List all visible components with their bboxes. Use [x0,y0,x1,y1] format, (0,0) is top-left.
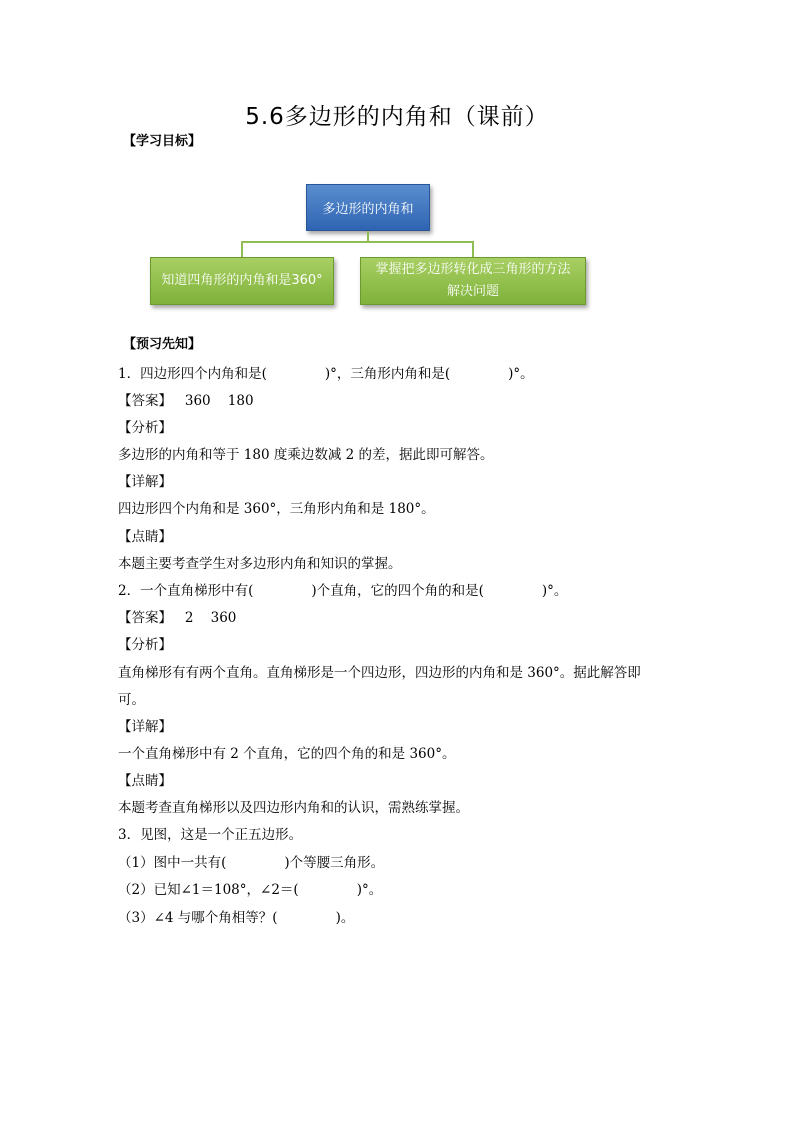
q2-comment: 本题考查直角梯形以及四边形内角和的认识，需熟练掌握。 [118,800,469,816]
q3-p3-a: （3）∠4 与哪个角相等？( [118,910,278,926]
q2-analysis-2: 可。 [118,692,145,708]
q3-stem: 3．见图，这是一个正五边形。 [118,827,303,843]
q2-analysis-tag: 【分析】 [118,637,172,653]
q1-stem-c: )°。 [508,366,534,382]
q1-answer: 360 180 [184,393,254,409]
q3-p2-b: )°。 [356,882,383,898]
q1-stem-b: )°，三角形内角和是( [324,366,451,382]
q1-stem [118,362,534,382]
q3-p1-b: )个等腰三角形。 [284,855,385,871]
preview-heading: 【预习先知】 [123,337,202,352]
diagram-right-line1: 掌握把多边形转化成三角形的方法 [375,262,571,277]
q3-p1-a: （1）图中一共有( [118,855,227,871]
diagram-right-box [360,257,586,305]
q1-analysis: 多边形的内角和等于 180 度乘边数减 2 的差，据此即可解答。 [118,447,494,463]
q3-part-1 [118,851,384,871]
diagram-connector-bar [241,241,474,243]
q1-analysis-tag: 【分析】 [118,420,172,436]
q2-stem-c: )°。 [541,583,568,599]
q2-stem [118,579,567,599]
diagram-connector-right [472,241,474,257]
q2-answer-tag: 【答案】 [118,610,172,626]
q1-stem-a: 1．四边形四个内角和是( [118,366,267,382]
q2-stem-a: 2．一个直角梯形中有( [118,583,254,599]
q1-comment: 本题主要考查学生对多边形内角和知识的掌握。 [118,556,402,572]
q3-p3-b: )。 [335,910,355,926]
diagram-connector-left [241,241,243,257]
q1-answer-tag: 【答案】 [118,393,172,409]
q3-p2-a: （2）已知∠1＝108°，∠2＝( [118,882,299,898]
q2-answer-line [118,606,236,626]
q1-detail-tag: 【详解】 [118,474,172,490]
q2-detail-tag: 【详解】 [118,719,172,735]
q2-stem-b: )个直角，它的四个角的和是( [311,583,484,599]
q2-comment-tag: 【点睛】 [118,773,172,789]
q2-answer: 2 360 [184,610,237,626]
diagram-right-line2: 解决问题 [446,284,499,299]
q1-detail: 四边形四个内角和是 360°，三角形内角和是 180°。 [118,501,435,517]
q3-part-3 [118,906,354,926]
objectives-heading: 【学习目标】 [123,134,202,149]
q3-part-2 [118,878,382,898]
diagram-left-box: 知道四角形的内角和是360° [150,257,334,305]
diagram-root-box: 多边形的内角和 [306,184,430,231]
page-title: 5.6多边形的内角和（课前） [245,104,549,130]
q2-analysis-1: 直角梯形有有两个直角。直角梯形是一个四边形，四边形的内角和是 360°。据此解答即 [118,665,641,681]
q1-answer-line [118,389,254,409]
q2-detail: 一个直角梯形中有 2 个直角，它的四个角的和是 360°。 [118,746,456,762]
q1-comment-tag: 【点睛】 [118,529,172,545]
